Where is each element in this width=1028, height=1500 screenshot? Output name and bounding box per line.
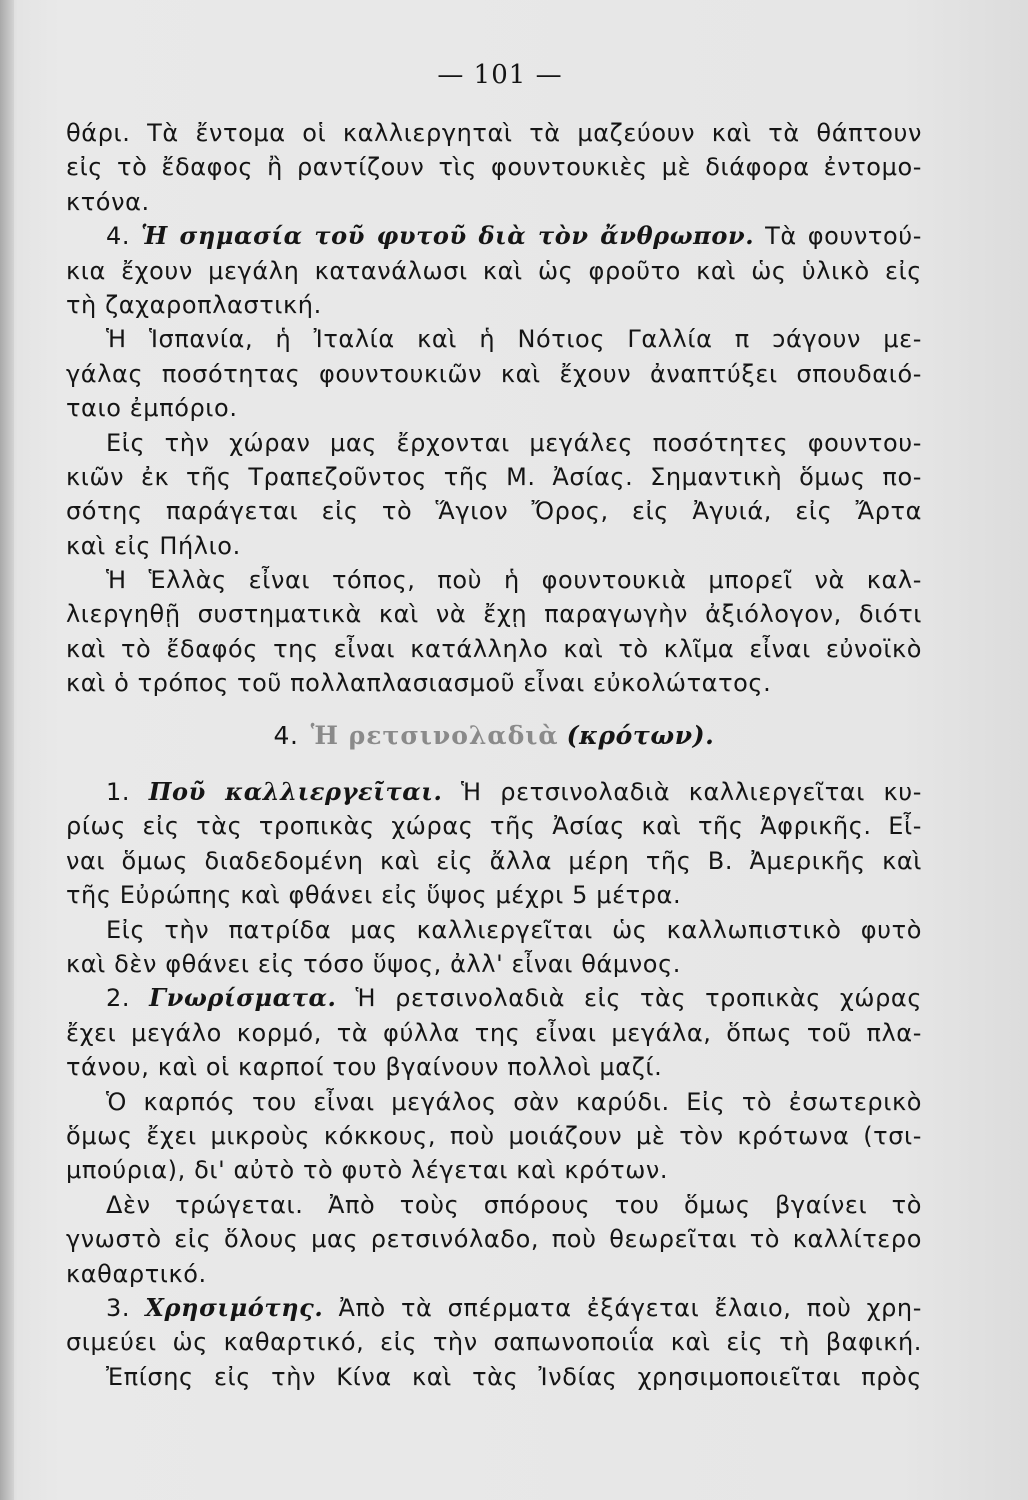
text-segment: εἰς τὸ ἔδαφος ἢ ραντίζουν τὶς φουντουκιὲς μὲ διάφορα ἐντομο- [66,153,922,182]
text-segment: καὶ εἰς Πήλιο. [66,531,241,560]
text-segment: Εἰς τὴν πατρίδα μας καλλιεργεῖται ὡς καλλωπιστικὸ φυτὸ [106,915,922,944]
text-segment: Ἐπίσης εἰς τὴν Κίνα καὶ τὰς Ἰνδίας χρησιμοποιεῖται πρὸς [106,1362,922,1391]
text-line [66,1085,922,1119]
text-segment: σιμεύει ὡς καθαρτικό, εἰς τὴν σαπωνοποιΐα καὶ εἰς τὴ βαφική. [66,1328,922,1357]
text-segment: ρίως εἰς τὰς τροπικὰς χώρας τῆς Ἀσίας καὶ τῆς Ἀφρικῆς. Εἶ- [66,812,922,841]
text-line [66,494,922,528]
text-line [66,1325,922,1359]
text-line [66,563,922,597]
text-segment: κια ἔχουν μεγάλη κατανάλωσι καὶ ὡς φροῦτο καὶ ὡς ὑλικὸ εἰς [66,256,922,285]
text-line [66,460,922,494]
text-line [66,529,922,563]
text-line [66,844,922,878]
text-line [66,116,922,150]
text-line [66,878,922,912]
text-segment: γνωστὸ εἰς ὅλους μας ρετσινόλαδο, ποὺ θεωρεῖται τὸ καλλίτερο [66,1225,922,1254]
text-line [66,775,922,809]
section-heading [66,719,922,753]
subheading-text: Γνωρίσματα. [149,983,337,1013]
text-segment: Τὰ φουντού- [754,222,922,251]
text-segment: τὴ ζαχαροπλαστική. [66,290,322,319]
text-segment: Ἡ Ἱσπανία, ἡ Ἰταλία καὶ ἡ Νότιος Γαλλία π ɔάγουν με- [106,325,922,354]
text-line [66,1050,922,1084]
text-segment: κτόνα. [66,187,150,216]
text-line [66,666,922,700]
section-latin-name: (κρότων). [566,720,715,750]
text-segment: ἔχει μεγάλο κορμό, τὰ φύλλα της εἶναι μεγάλα, ὅπως τοῦ πλα- [66,1018,922,1047]
text-line [66,1222,922,1256]
text-segment: κιῶν ἐκ τῆς Τραπεζοῦντος τῆς Μ. Ἀσίας. Σημαντικὴ ὅμως πο- [66,462,922,491]
text-line [66,809,922,843]
subheading-text: Ποῦ καλλιεργεῖται. [148,777,443,807]
subheading-text: Ἡ σημασία τοῦ φυτοῦ διὰ τὸν ἄνθρωπον. [141,221,755,251]
text-segment: θάρι. Τὰ ἔντομα οἱ καλλιεργηταὶ τὰ μαζεύουν καὶ τὰ θάπτουν [66,119,922,147]
text-line [66,632,922,666]
text-segment: Ὁ καρπός του εἶναι μεγάλος σὰν καρύδι. Εἰς τὸ ἐσωτερικὸ [106,1087,922,1116]
text-line [66,913,922,947]
text-line [66,426,922,460]
page-number: — 101 — [437,60,563,90]
text-segment: 1. [106,778,149,807]
text-line [66,1257,922,1291]
text-line [66,288,922,322]
section-title: Ἡ ρετσινολαδιὰ [310,720,559,750]
text-line [66,981,922,1015]
page-binding-shadow [0,0,14,1500]
text-segment: τάνου, καὶ οἱ καρποί του βγαίνουν πολλοὶ μαζί. [66,1053,663,1082]
text-line [66,1291,922,1325]
text-line [66,1153,922,1187]
text-segment: λιεργηθῇ συστηματικὰ καὶ νὰ ἔχῃ παραγωγὴν ἀξιόλογον, διότι [66,600,922,629]
text-line [66,185,922,219]
text-segment: σότης παράγεται εἰς τὸ Ἅγιον Ὄρος, εἰς Ἀγυιά, εἰς Ἄρτα [66,497,922,526]
text-segment: ταιο ἐμπόριο. [66,394,238,423]
text-line [66,597,922,631]
text-line [66,1016,922,1050]
text-line [66,391,922,425]
text-segment: Δὲν τρώγεται. Ἀπὸ τοὺς σπόρους του ὅμως βγαίνει τὸ [106,1190,922,1219]
text-segment: 4. [106,222,142,251]
subheading-text: Χρησιμότης. [145,1292,324,1322]
body-text [66,116,922,1394]
text-line [66,150,922,184]
text-segment: καὶ τὸ ἔδαφός της εἶναι κατάλληλο καὶ τὸ κλῖμα εἶναι εὐνοϊκὸ [66,634,922,663]
text-segment: ναι ὅμως διαδεδομένη καὶ εἰς ἄλλα μέρη τῆς Β. Ἀμερικῆς καὶ [66,846,922,875]
text-line [66,219,922,253]
section-number: 4. [273,720,299,750]
text-segment: καὶ ὁ τρόπος τοῦ πολλαπλασιασμοῦ εἶναι εὐκολώτατος. [66,669,772,698]
text-segment: γάλας ποσότητας φουντουκιῶν καὶ ἔχουν ἀναπτύξει σπουδαιό- [66,359,922,388]
text-segment: καὶ δὲν φθάνει εἰς τόσο ὕψος, ἀλλ' εἶναι θάμνος. [66,949,681,978]
text-segment: Εἰς τὴν χώραν μας ἔρχονται μεγάλες ποσότητες φουντου- [106,428,922,457]
text-segment: καθαρτικό. [66,1259,207,1288]
text-line [66,1360,922,1394]
text-segment: Ἡ ρετσινολαδιὰ καλλιεργεῖται κυ- [442,778,923,807]
text-segment: Ἡ ρετσινολαδιὰ εἰς τὰς τροπικὰς χώρας [336,984,923,1013]
text-segment: μπούρια), δι' αὐτὸ τὸ φυτὸ λέγεται καὶ κρότων. [66,1156,669,1185]
text-line [66,254,922,288]
text-line [66,1119,922,1153]
text-line [66,357,922,391]
text-segment: 3. [106,1293,146,1322]
text-line [66,322,922,356]
text-segment: τῆς Εὐρώπης καὶ φθάνει εἰς ὕψος μέχρι 5 μέτρα. [66,881,682,910]
text-segment: 2. [106,984,150,1013]
text-segment: Ἀπὸ τὰ σπέρματα ἐξάγεται ἔλαιο, ποὺ χρη- [323,1293,922,1322]
text-line [66,1188,922,1222]
text-line [66,947,922,981]
text-segment: ὅμως ἔχει μικροὺς κόκκους, ποὺ μοιάζουν μὲ τὸν κρότωνα (τσι- [66,1121,922,1150]
text-segment: Ἡ Ἑλλὰς εἶναι τόπος, ποὺ ἡ φουντουκιὰ μπορεῖ νὰ καλ- [106,566,922,595]
